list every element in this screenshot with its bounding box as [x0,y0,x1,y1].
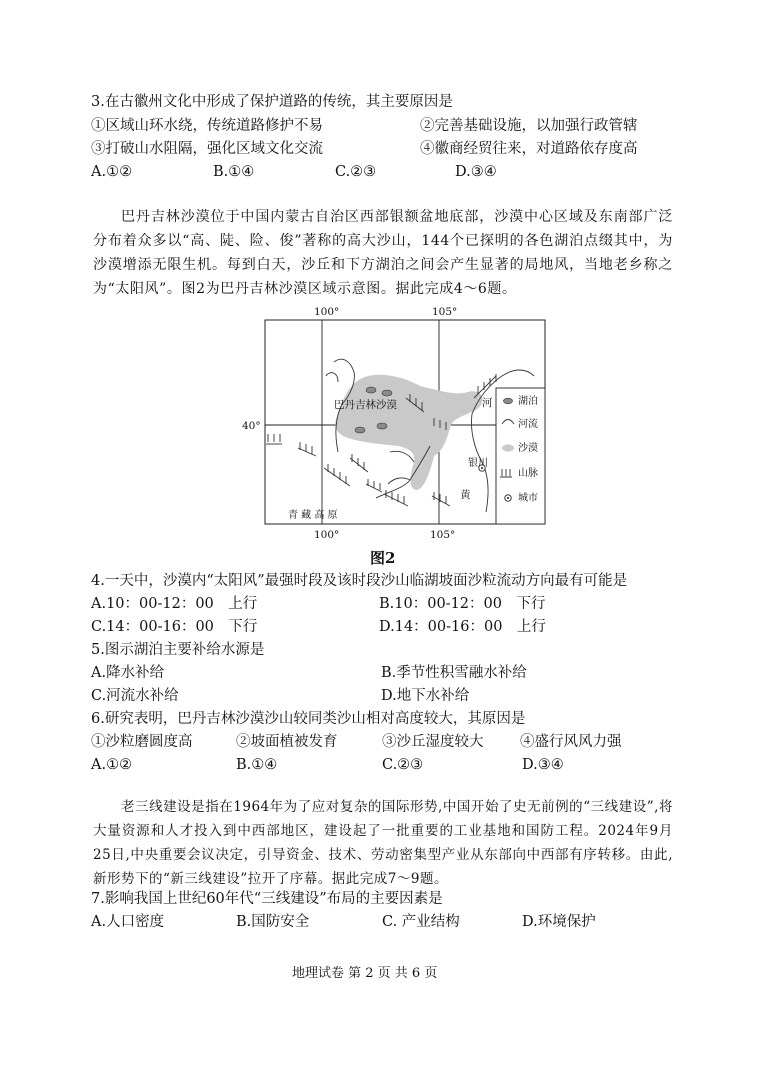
q6-option-d: D.③④ [522,757,564,773]
q5-option-c: C.河流水补给 [91,688,179,704]
q7-option-a: A.人口密度 [91,914,165,930]
lake-2 [382,390,392,396]
legend-city-label: 城市 [518,493,538,504]
q6-option-a: A.①② [91,757,133,773]
q4-stem: 4.一天中，沙漠内“太阳风”最强时段及该时段沙山临湖坡面沙粒流动方向最有可能是 [91,573,628,589]
q6-stem: 6.研究表明，巴丹吉林沙漠沙山较同类沙山相对高度较大，其原因是 [91,711,526,727]
q7-option-d: D.环境保护 [522,914,596,930]
legend-mountain-icon [500,469,512,477]
lat-label-40: 40° [242,420,261,432]
q7-option-c: C. 产业结构 [382,914,460,930]
q3-statement-3: ③打破山水阻隔，强化区域文化交流 [91,141,323,157]
q3-statement-1: ①区域山环水绕，传统道路修护不易 [91,118,323,134]
q4-option-d: D.14：00-16：00 上行 [379,619,546,635]
q4-option-a: A.10：00-12：00 上行 [91,596,258,612]
q3-statement-4: ④徽商经贸往来，对道路依存度高 [420,141,638,157]
q5-stem: 5.图示湖泊主要补给水源是 [91,642,265,658]
q5-option-b: B.季节性积雪融水补给 [381,665,527,681]
q6-statement-3: ③沙丘湿度较大 [382,734,484,750]
lon-label-top-105: 105° [432,306,458,318]
legend-lake-label: 湖泊 [518,396,538,407]
passage-badain-jaran: 巴丹吉林沙漠位于中国内蒙古自治区西部银额盆地底部，沙漠中心区域及东南部广泛分布着众多以“高、陡、险、俊”著称的高大沙山，144个已探明的各色湖泊点缀其中，为沙漠增添无限生机。每到白天，沙丘和下方湖泊之间会产生显著的局地风，当地老乡称之为“太阳风”。图2为巴丹吉林沙漠区域示意图。据此完成4～6题。 [93,209,673,297]
q6-option-b: B.①④ [236,757,278,773]
q6-statement-4: ④盛行风风力强 [520,734,622,750]
legend-river-label: 河流 [518,419,538,430]
q3-option-c: C.②③ [335,164,377,180]
q5-option-a: A.降水补给 [91,665,165,681]
q7-stem: 7.影响我国上世纪60年代“三线建设”布局的主要因素是 [91,891,443,907]
lon-label-top-100: 100° [314,306,340,318]
q6-statement-2: ②坡面植被发育 [236,734,338,750]
desert-name-label: 巴丹吉林沙漠 [334,399,397,411]
river-label-he: 河 [482,397,493,409]
plateau-label: 青 藏 高 原 [288,510,338,521]
q3-option-d: D.③④ [455,164,497,180]
figure-caption: 图2 [370,549,396,567]
lon-label-bottom-100: 100° [314,529,340,541]
q6-statement-1: ①沙粒磨圆度高 [91,734,193,750]
lake-1 [366,387,376,393]
q3-statement-2: ②完善基础设施，以加强行政管辖 [420,118,638,134]
q4-option-c: C.14：00-16：00 下行 [91,619,258,635]
river-label-huang: 黄 [460,489,471,501]
badain-jaran-map [238,302,558,544]
q6-option-c: C.②③ [382,757,424,773]
city-label-yinchuan: 银川 [468,458,488,469]
legend-desert-icon [502,445,514,452]
q5-option-d: D.地下水补给 [381,688,470,704]
passage-third-front: 老三线建设是指在1964年为了应对复杂的国际形势,中国开始了史无前例的“三线建设”,将大量资源和人才投入到中西部地区，建设起了一批重要的工业基地和国防工程。2024年9月25日,中央重要会议决定，引导资金、技术、劳动密集型产业从东部向中西部有序转移。由此,新形势下的“新三线建设”拉开了序幕。据此完成7～9题。 [93,799,673,887]
q4-option-b: B.10：00-12：00 下行 [379,596,546,612]
q3-option-b: B.①④ [213,164,255,180]
legend-mountain-label: 山脉 [518,468,538,479]
lon-label-bottom-105: 105° [430,529,456,541]
lake-4 [377,423,387,429]
q3-option-a: A.①② [91,164,133,180]
q7-option-b: B.国防安全 [236,914,310,930]
q3-stem: 3.在古徽州文化中形成了保护道路的传统，其主要原因是 [91,94,453,110]
lake-3 [355,427,365,433]
legend-desert-label: 沙漠 [518,443,538,454]
legend-lake-icon [504,398,513,404]
page-footer: 地理试卷 第 2 页 共 6 页 [292,966,438,981]
